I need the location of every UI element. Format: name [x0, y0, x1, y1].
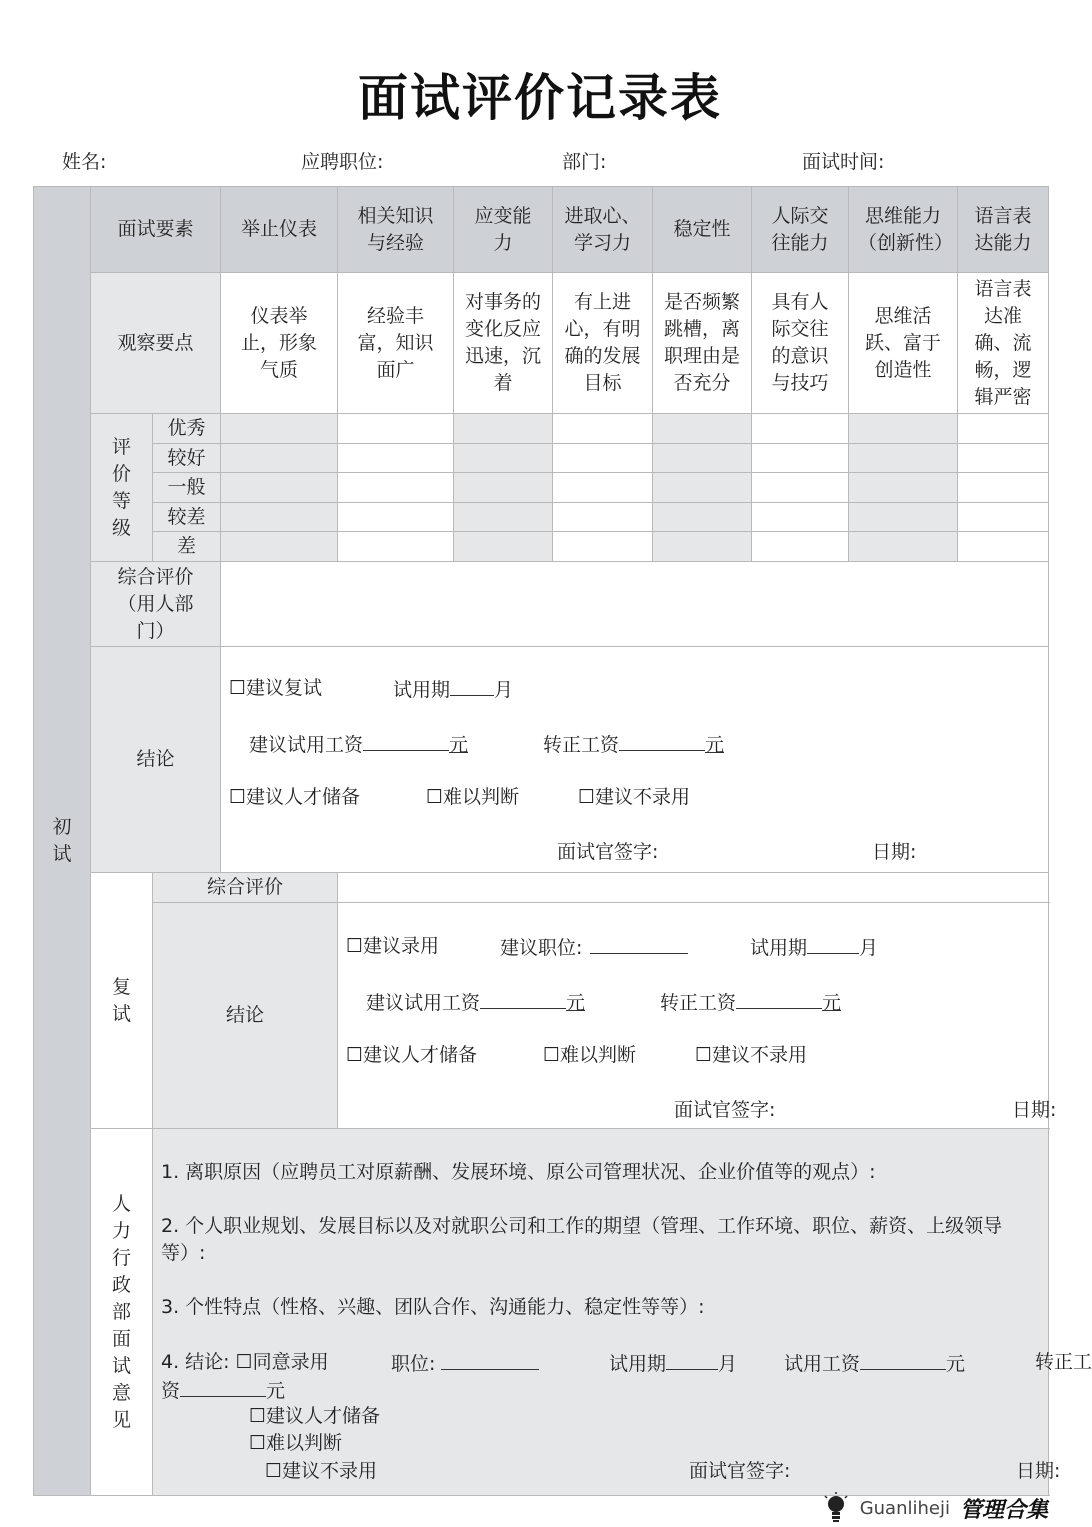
- rating-cell[interactable]: [221, 414, 338, 444]
- probation-label: 试用期: [609, 1353, 667, 1375]
- position-blank[interactable]: [441, 1349, 539, 1370]
- section-hr: [91, 1129, 153, 1496]
- first-signature-label: 面试官签字:: [557, 841, 659, 863]
- second-option-reject[interactable]: ☐建议不录用: [695, 1044, 808, 1066]
- probation-label: 试用期: [393, 679, 451, 701]
- factor-header: 相关知识与经验: [338, 187, 454, 273]
- rating-cell[interactable]: [553, 532, 653, 562]
- rating-cell[interactable]: [553, 473, 653, 503]
- position-blank[interactable]: [590, 933, 688, 954]
- observe-point: 有上进心，有明确的发展目标: [553, 273, 653, 414]
- factor-header: 思维能力（创新性）: [849, 187, 958, 273]
- rating-cell[interactable]: [752, 473, 849, 503]
- page-title: 面试评价记录表: [358, 68, 722, 127]
- observe-point: 语言表达准确、流畅，逻辑严密: [958, 273, 1049, 414]
- section-first-label: 初试: [52, 816, 72, 865]
- yuan-unit: 元: [566, 992, 586, 1014]
- first-overall-field[interactable]: [221, 562, 1049, 647]
- hr-probation: [609, 1349, 737, 1378]
- hr-question-2: 2. 个人职业规划、发展目标以及对就职公司和工作的期望（管理、工作环境、职位、薪资、上级领导等）:: [161, 1215, 1003, 1264]
- rating-cell[interactable]: [221, 444, 338, 473]
- second-salary: [366, 988, 585, 1017]
- second-signature-label: 面试官签字:: [674, 1099, 776, 1121]
- regular-salary-label: 转正工资: [543, 734, 620, 756]
- lightbulb-icon: [822, 1492, 850, 1524]
- second-overall-field[interactable]: [338, 873, 1049, 903]
- factor-header: 稳定性: [653, 187, 752, 273]
- factor-header: 进取心、学习力: [553, 187, 653, 273]
- observe-point: 仪表举止，形象气质: [221, 273, 338, 414]
- observe-point: 具有人际交往的意识与技巧: [752, 273, 849, 414]
- rating-cell[interactable]: [454, 503, 553, 532]
- rating-cell[interactable]: [454, 444, 553, 473]
- hr-conclusion-hire[interactable]: 4. 结论: ☐同意录用: [161, 1351, 329, 1373]
- regular-salary-blank[interactable]: [180, 1376, 266, 1397]
- rating-cell[interactable]: [221, 503, 338, 532]
- factor-header: 举止仪表: [221, 187, 338, 273]
- rating-cell[interactable]: [553, 414, 653, 444]
- hr-option-reject[interactable]: ☐建议不录用: [265, 1460, 378, 1482]
- regular-salary-blank[interactable]: [736, 988, 822, 1009]
- rating-cell[interactable]: [849, 444, 958, 473]
- rating-cell[interactable]: [653, 532, 752, 562]
- rating-label: 评价等级: [91, 414, 153, 562]
- rating-cell[interactable]: [454, 532, 553, 562]
- salary-blank[interactable]: [363, 730, 449, 751]
- hr-question-3: 3. 个性特点（性格、兴趣、团队合作、沟通能力、稳定性等等）:: [161, 1296, 705, 1318]
- hr-signature-label: 面试官签字:: [689, 1460, 791, 1482]
- hr-option-reserve[interactable]: ☐建议人才储备: [249, 1405, 381, 1427]
- salary-label: 试用工资: [784, 1353, 861, 1375]
- rating-cell[interactable]: [338, 503, 454, 532]
- second-regular-salary: [660, 988, 841, 1017]
- yuan-unit: 元: [705, 734, 725, 756]
- brand-logo: [822, 1490, 1048, 1526]
- first-date-label: 日期:: [872, 841, 917, 863]
- rating-cell[interactable]: [849, 532, 958, 562]
- month-unit: 月: [718, 1353, 738, 1375]
- rating-level: 较差: [153, 503, 221, 532]
- brand-name-cn: 管理合集: [959, 1496, 1048, 1523]
- dept-label: 部门:: [562, 151, 607, 173]
- name-label: 姓名:: [62, 151, 107, 173]
- regular-salary-label: 转正工资: [660, 992, 737, 1014]
- hr-option-undecided[interactable]: ☐难以判断: [249, 1432, 343, 1454]
- rating-cell[interactable]: [958, 414, 1049, 444]
- rating-cell[interactable]: [338, 414, 454, 444]
- month-unit: 月: [494, 679, 514, 701]
- regular-salary-label-cont: 资: [161, 1380, 181, 1402]
- hr-salary: [784, 1349, 965, 1378]
- second-option-hire[interactable]: ☐建议录用: [346, 935, 440, 957]
- rating-cell[interactable]: [958, 444, 1049, 473]
- rating-cell[interactable]: [221, 473, 338, 503]
- first-salary: [249, 730, 468, 759]
- factor-header: 人际交往能力: [752, 187, 849, 273]
- rating-cell[interactable]: [553, 503, 653, 532]
- first-overall-label: 综合评价（用人部门）: [91, 562, 221, 647]
- rating-cell[interactable]: [958, 532, 1049, 562]
- observe-label: 观察要点: [91, 273, 221, 414]
- second-conclusion-box: [338, 903, 1057, 1129]
- second-conclusion-label: 结论: [153, 903, 338, 1129]
- rating-cell[interactable]: [752, 444, 849, 473]
- section-first-interview: [34, 187, 91, 1496]
- rating-cell[interactable]: [338, 532, 454, 562]
- first-conclusion-box: [221, 647, 1049, 873]
- section-hr-label: 人力行政部面试意见: [111, 1192, 131, 1431]
- interview-time-label: 面试时间:: [802, 151, 885, 173]
- hr-regular-salary-label: 转正工: [1035, 1351, 1092, 1373]
- yuan-unit: 元: [266, 1380, 286, 1402]
- yuan-unit: 元: [449, 734, 469, 756]
- rating-cell[interactable]: [653, 444, 752, 473]
- rating-cell[interactable]: [653, 503, 752, 532]
- salary-blank[interactable]: [860, 1349, 946, 1370]
- second-date-label: 日期:: [1012, 1099, 1057, 1121]
- position-label: 职位:: [391, 1353, 436, 1375]
- rating-cell[interactable]: [338, 473, 454, 503]
- rating-cell[interactable]: [553, 444, 653, 473]
- hr-regular-salary-cont: [161, 1376, 285, 1405]
- rating-cell[interactable]: [849, 503, 958, 532]
- first-option-reject[interactable]: ☐建议不录用: [578, 786, 691, 808]
- second-probation: [750, 933, 878, 962]
- factor-header: 应变能力: [454, 187, 553, 273]
- regular-salary-blank[interactable]: [619, 730, 705, 751]
- yuan-unit: 元: [822, 992, 842, 1014]
- rating-cell[interactable]: [338, 444, 454, 473]
- first-option-retest[interactable]: ☐建议复试: [229, 677, 323, 699]
- observe-point: 思维活跃、富于创造性: [849, 273, 958, 414]
- first-conclusion-label: 结论: [91, 647, 221, 873]
- factor-header: 语言表达能力: [958, 187, 1049, 273]
- factor-header-label: 面试要素: [91, 187, 221, 273]
- second-overall-label: 综合评价: [153, 873, 338, 903]
- observe-point: 经验丰富，知识面广: [338, 273, 454, 414]
- second-option-undecided[interactable]: ☐难以判断: [543, 1044, 637, 1066]
- section-second-interview: [91, 873, 153, 1129]
- hr-question-1: 1. 离职原因（应聘员工对原薪酬、发展环境、原公司管理状况、企业价值等的观点）:: [161, 1161, 876, 1183]
- yuan-unit: 元: [946, 1353, 966, 1375]
- month-unit: 月: [859, 937, 879, 959]
- probation-blank[interactable]: [807, 933, 859, 954]
- position-label: 应聘职位:: [301, 151, 384, 173]
- brand-name-en: Guanliheji: [859, 1497, 950, 1519]
- observe-point: 对事务的变化反应迅速，沉着: [454, 273, 553, 414]
- first-option-reserve[interactable]: ☐建议人才储备: [229, 786, 361, 808]
- probation-blank[interactable]: [450, 675, 494, 696]
- rating-level: 优秀: [153, 414, 221, 444]
- rating-level: 一般: [153, 473, 221, 503]
- evaluation-table: [33, 186, 1092, 1496]
- second-position: [500, 933, 688, 962]
- rating-cell[interactable]: [653, 414, 752, 444]
- first-regular-salary: [543, 730, 724, 759]
- hr-date-label: 日期:: [1016, 1460, 1061, 1482]
- salary-label: 建议试用工资: [366, 992, 481, 1014]
- rating-cell[interactable]: [958, 503, 1049, 532]
- salary-label: 建议试用工资: [249, 734, 364, 756]
- rating-cell[interactable]: [454, 414, 553, 444]
- section-second-label: 复试: [111, 975, 131, 1025]
- second-option-reserve[interactable]: ☐建议人才储备: [346, 1044, 478, 1066]
- observe-point: 是否频繁跳槽，离职理由是否充分: [653, 273, 752, 414]
- hr-opinion-box: [153, 1129, 1092, 1496]
- first-probation: [393, 675, 513, 704]
- rating-cell[interactable]: [653, 473, 752, 503]
- rating-cell[interactable]: [752, 414, 849, 444]
- rating-cell[interactable]: [752, 503, 849, 532]
- probation-blank[interactable]: [666, 1349, 718, 1370]
- rating-cell[interactable]: [752, 532, 849, 562]
- rating-cell[interactable]: [454, 473, 553, 503]
- rating-level: 差: [153, 532, 221, 562]
- first-option-undecided[interactable]: ☐难以判断: [426, 786, 520, 808]
- rating-cell[interactable]: [221, 532, 338, 562]
- rating-level: 较好: [153, 444, 221, 473]
- salary-blank[interactable]: [480, 988, 566, 1009]
- rating-cell[interactable]: [849, 414, 958, 444]
- probation-label: 试用期: [750, 937, 808, 959]
- position-label: 建议职位:: [500, 937, 583, 959]
- hr-position: [391, 1349, 539, 1378]
- rating-cell[interactable]: [958, 473, 1049, 503]
- rating-cell[interactable]: [849, 473, 958, 503]
